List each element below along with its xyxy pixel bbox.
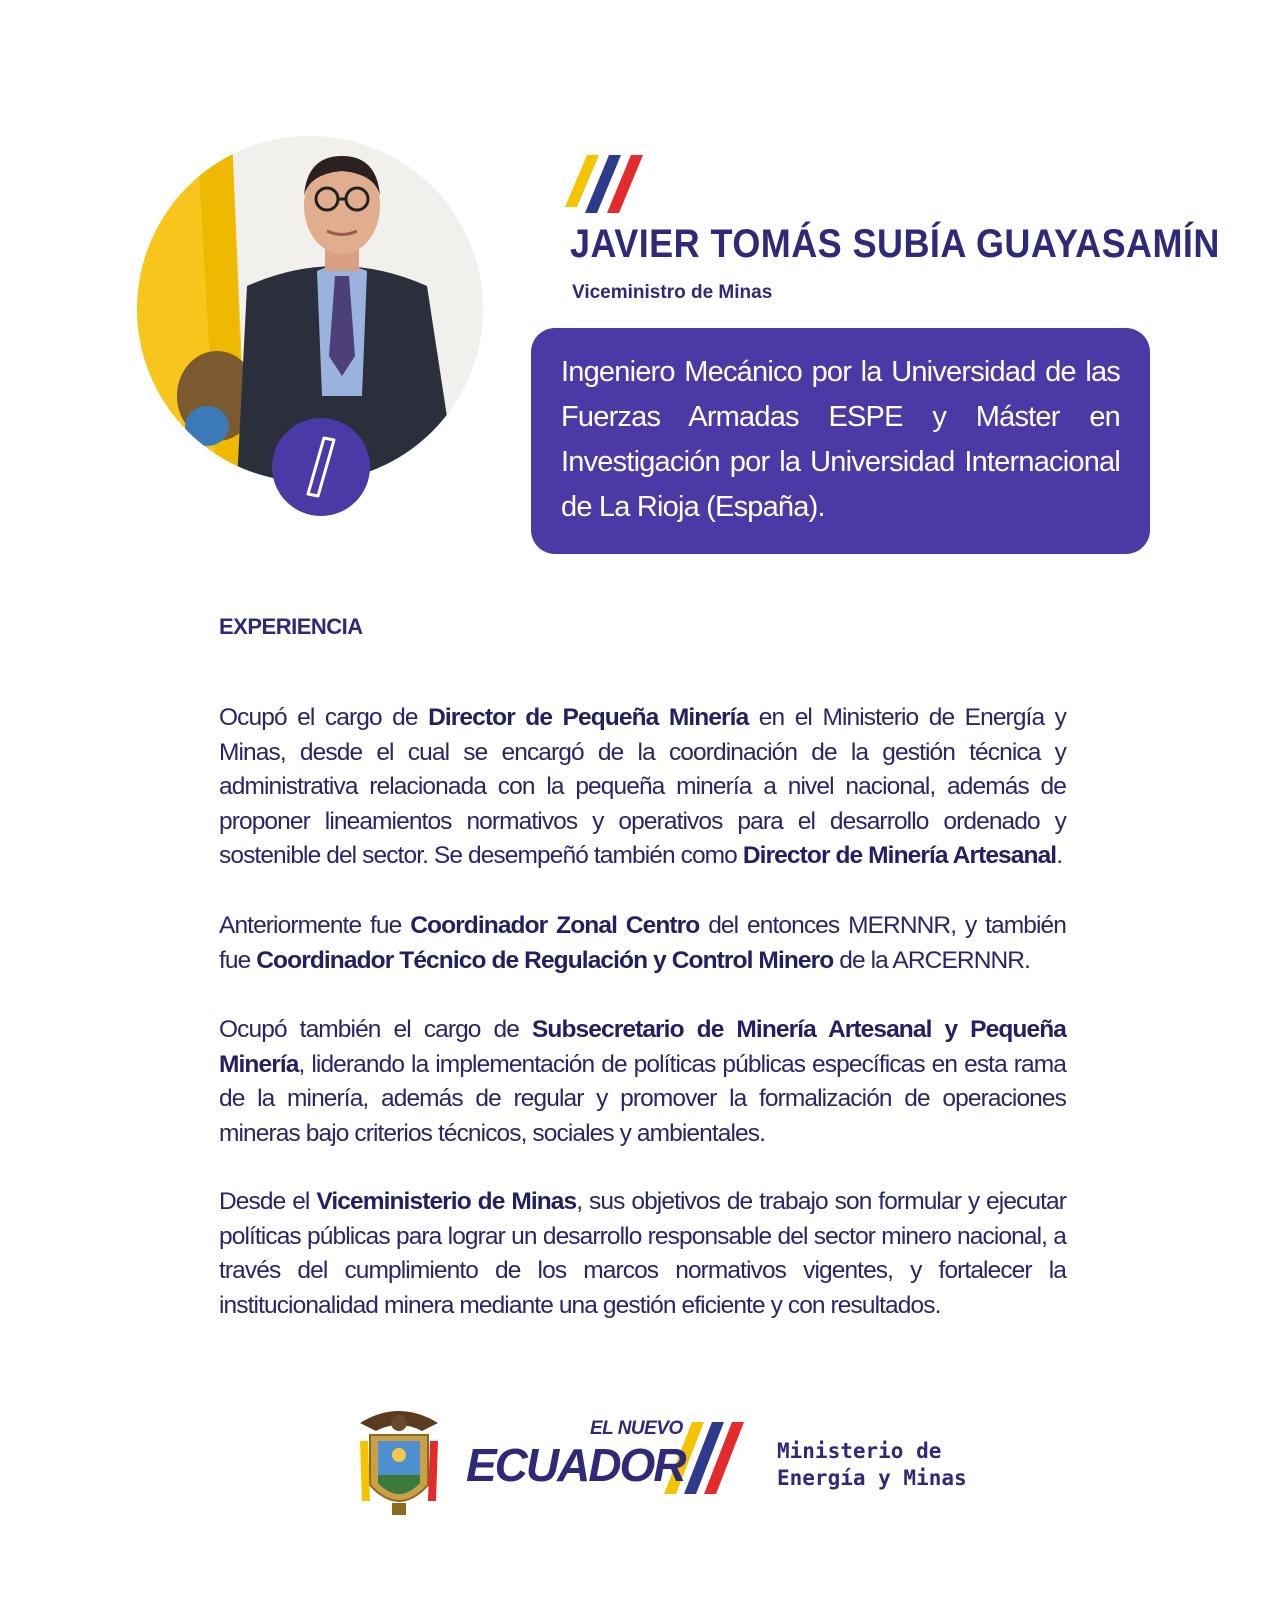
slash-badge [272, 418, 370, 516]
ministry-line-1: Ministerio de [777, 1439, 942, 1463]
bold-run: Coordinador Técnico de Regulación y Control Minero [256, 946, 834, 974]
slash-icon [272, 418, 370, 516]
experience-paragraph-1 [219, 701, 1066, 874]
education-text: Ingeniero Mecánico por la Universidad de las Fuerzas Armadas ESPE y Máster en Investigación por la Universidad Internacional de La Rioja (España). [561, 356, 1120, 523]
text-run: en el Ministerio de Energía y Minas, desde el cual se encargó de la coordinación de la gestión técnica y administrativa relacionada con la pequeña minería a nivel nacional, además de proponer lineamientos normativos y operativos para el desarrollo ordenado y sostenible del sector. Se desempeñó también como [219, 704, 1066, 869]
person-role: Viceministro de Minas [572, 282, 773, 303]
section-title-experience: EXPERIENCIA [219, 614, 363, 639]
bold-run: Director de Pequeña Minería [428, 704, 749, 731]
education-box [531, 328, 1150, 554]
experience-paragraph-3 [219, 1013, 1066, 1151]
text-run: . [1056, 842, 1063, 869]
logo-main-text: ECUADOR [466, 1439, 685, 1491]
text-run: del entonces MERNNR, y también fue [219, 912, 1067, 974]
experience-paragraph-4 [219, 1185, 1066, 1323]
ministry-line-2: Energía y Minas [777, 1466, 967, 1490]
logo-top-text: EL NUEVO [590, 1418, 683, 1439]
flag-stripes-icon [565, 155, 645, 213]
text-run: Desde el [219, 1188, 317, 1215]
bold-run: Coordinador Zonal Centro [410, 912, 700, 939]
text-run: , liderando la implementación de políticas públicas específicas en esta rama de la minería, además de regular y promover la formalización de operaciones mineras bajo criterios técnicos, sociales y ambientales. [219, 1050, 1066, 1147]
bold-run: Director de Minería Artesanal [742, 842, 1057, 869]
text-run: Anteriormente fue [219, 912, 411, 939]
text-run: Ocupó el cargo de [219, 704, 429, 731]
text-run: Ocupó también el cargo de [219, 1016, 532, 1043]
experience-paragraph-2 [219, 909, 1066, 978]
coat-of-arms-icon [352, 1405, 446, 1521]
text-run: , sus objetivos de trabajo son formular y ejecutar políticas públicas para lograr un desarrollo responsable del sector minero nacional, a través del cumplimiento de los marcos normativos vigentes, y fortalecer la institucionalidad minera mediante una gestión eficiente y con resultados. [219, 1188, 1067, 1319]
bold-run: Viceministerio de Minas [316, 1188, 577, 1215]
person-name: JAVIER TOMÁS SUBÍA GUAYASAMÍN [570, 222, 1220, 266]
bold-run: Subsecretario de Minería Artesanal y Pequeña Minería [219, 1016, 1066, 1078]
ministry-name [777, 1438, 967, 1492]
text-run: de la ARCERNNR. [833, 946, 1030, 974]
